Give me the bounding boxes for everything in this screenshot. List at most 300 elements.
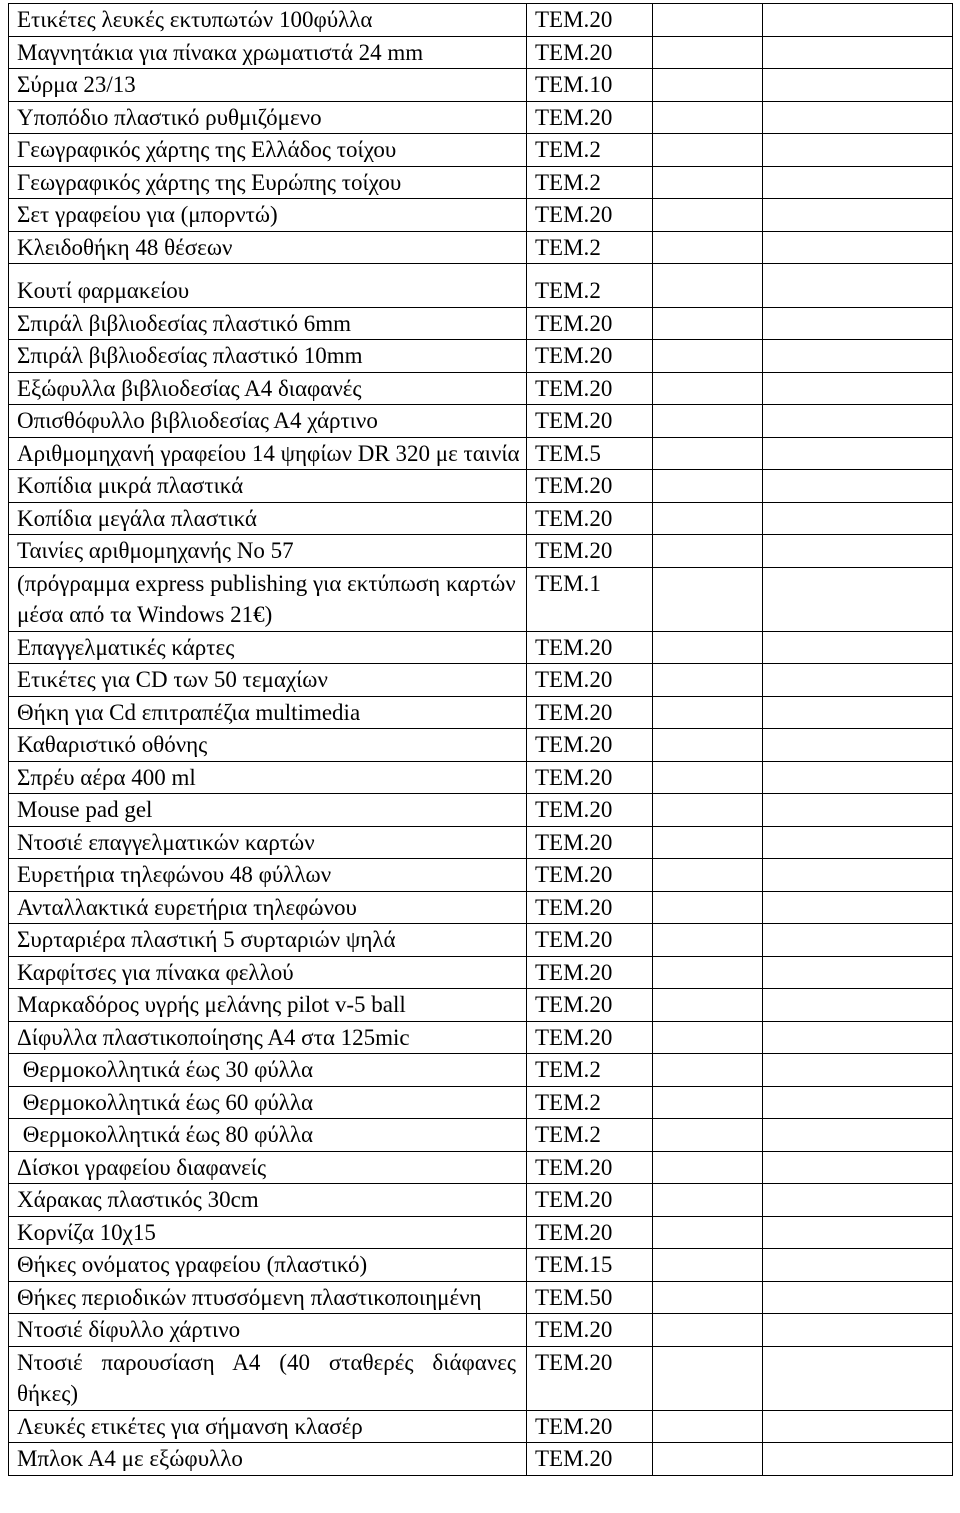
- item-unit: ΤΕΜ.: [535, 375, 590, 401]
- item-unit-qty: [527, 1410, 653, 1443]
- item-description: Κουτί φαρμακείου: [9, 264, 527, 308]
- item-unit: ΤΕΜ.: [535, 1219, 590, 1245]
- item-price-cell: [763, 631, 953, 664]
- item-unit: ΤΕΜ.: [535, 169, 590, 195]
- item-unit: ΤΕΜ.: [535, 104, 590, 130]
- item-empty-cell: [653, 1410, 763, 1443]
- item-price-cell: [763, 1021, 953, 1054]
- table-row: [9, 307, 953, 340]
- table-row: [9, 199, 953, 232]
- item-description: Συρταριέρα πλαστική 5 συρταριών ψηλά: [9, 924, 527, 957]
- item-price-cell: [763, 956, 953, 989]
- item-unit-qty: [527, 199, 653, 232]
- item-price-cell: [763, 502, 953, 535]
- item-quantity: 20: [589, 1317, 613, 1342]
- table-row: [9, 859, 953, 892]
- table-row: [9, 166, 953, 199]
- item-unit: ΤΕΜ.: [535, 440, 590, 466]
- item-unit: ΤΕΜ.: [535, 473, 590, 498]
- item-price-cell: [763, 924, 953, 957]
- item-empty-cell: [653, 1184, 763, 1217]
- item-unit-qty: [527, 307, 653, 340]
- item-price-cell: [763, 36, 953, 69]
- item-quantity: 20: [589, 1154, 613, 1180]
- item-unit: ΤΕΜ.: [535, 310, 590, 336]
- item-unit-qty: [527, 1249, 653, 1282]
- item-price-cell: [763, 1216, 953, 1249]
- item-empty-cell: [653, 101, 763, 134]
- item-price-cell: [763, 1086, 953, 1119]
- item-quantity: 20: [589, 310, 613, 336]
- item-empty-cell: [653, 134, 763, 167]
- item-unit-qty: [527, 891, 653, 924]
- items-table-body: [9, 4, 953, 1476]
- table-row: [9, 502, 953, 535]
- item-unit: ΤΕΜ.: [535, 39, 590, 65]
- table-row: [9, 372, 953, 405]
- item-description: Ετικέτες για CD των 50 τεμαχίων: [9, 664, 527, 697]
- item-unit-qty: [527, 4, 653, 37]
- item-unit: ΤΕΜ.: [535, 927, 590, 952]
- item-unit-qty: [527, 696, 653, 729]
- item-unit-qty: [527, 134, 653, 167]
- item-unit: ΤΕΜ.: [535, 634, 590, 660]
- item-quantity: 20: [589, 959, 613, 985]
- item-empty-cell: [653, 231, 763, 264]
- item-unit-qty: [527, 567, 653, 631]
- item-unit: ΤΕΜ.: [535, 1089, 590, 1115]
- item-empty-cell: [653, 891, 763, 924]
- item-description: Ανταλλακτικά ευρετήρια τηλεφώνου: [9, 891, 527, 924]
- item-description: Ντοσιέ παρουσίαση Α4 (40 σταθερές διάφανες θήκες): [9, 1346, 527, 1410]
- item-price-cell: [763, 729, 953, 762]
- item-empty-cell: [653, 567, 763, 631]
- item-quantity: 20: [589, 1187, 613, 1212]
- table-row: [9, 535, 953, 568]
- item-description: Ταινίες αριθμομηχανής Νο 57: [9, 535, 527, 568]
- table-row: [9, 567, 953, 631]
- item-empty-cell: [653, 405, 763, 438]
- item-quantity: 2: [589, 278, 601, 303]
- item-price-cell: [763, 535, 953, 568]
- item-quantity: 20: [589, 732, 613, 757]
- item-description: Θήκη για Cd επιτραπέζια multimedia: [9, 696, 527, 729]
- item-description: Ντοσιέ δίφυλλο χάρτινο: [9, 1314, 527, 1347]
- item-unit: ΤΕΜ.: [535, 1187, 590, 1212]
- item-empty-cell: [653, 69, 763, 102]
- item-unit: ΤΕΜ.: [535, 234, 590, 260]
- item-price-cell: [763, 69, 953, 102]
- item-description: Δίσκοι γραφείου διαφανείς: [9, 1151, 527, 1184]
- item-description: Θήκες περιοδικών πτυσσόμενη πλαστικοποιημένη: [9, 1281, 527, 1314]
- item-price-cell: [763, 761, 953, 794]
- item-empty-cell: [653, 340, 763, 373]
- item-price-cell: [763, 1151, 953, 1184]
- item-unit: ΤΕΜ.: [535, 732, 590, 757]
- item-unit: ΤΕΜ.: [535, 764, 590, 790]
- item-empty-cell: [653, 989, 763, 1022]
- item-unit-qty: [527, 1151, 653, 1184]
- item-price-cell: [763, 1346, 953, 1410]
- table-row: [9, 729, 953, 762]
- item-unit: ΤΕΜ.: [535, 894, 590, 920]
- item-unit: ΤΕΜ.: [535, 1413, 590, 1439]
- item-price-cell: [763, 696, 953, 729]
- item-quantity: 20: [589, 992, 613, 1017]
- item-quantity: 20: [589, 538, 613, 563]
- item-description: Σπρέυ αέρα 400 ml: [9, 761, 527, 794]
- item-unit-qty: [527, 989, 653, 1022]
- item-description: Λευκές ετικέτες για σήμανση κλασέρ: [9, 1410, 527, 1443]
- item-quantity: 20: [589, 1219, 613, 1245]
- item-description: Κοπίδια μικρά πλαστικά: [9, 470, 527, 503]
- item-quantity: 20: [589, 1446, 613, 1471]
- item-quantity: 10: [589, 72, 613, 97]
- item-unit-qty: [527, 664, 653, 697]
- item-description: Mouse pad gel: [9, 794, 527, 827]
- item-unit-qty: [527, 437, 653, 470]
- item-empty-cell: [653, 437, 763, 470]
- item-unit: ΤΕΜ.: [535, 829, 590, 855]
- item-unit-qty: [527, 1184, 653, 1217]
- item-price-cell: [763, 134, 953, 167]
- item-price-cell: [763, 1314, 953, 1347]
- table-row: [9, 1281, 953, 1314]
- item-quantity: 20: [589, 797, 613, 822]
- item-unit-qty: [527, 1281, 653, 1314]
- item-description: Χάρακας πλαστικός 30cm: [9, 1184, 527, 1217]
- item-price-cell: [763, 826, 953, 859]
- item-unit-qty: [527, 1346, 653, 1410]
- item-price-cell: [763, 859, 953, 892]
- item-price-cell: [763, 567, 953, 631]
- item-empty-cell: [653, 307, 763, 340]
- item-unit-qty: [527, 101, 653, 134]
- item-price-cell: [763, 1054, 953, 1087]
- item-unit-qty: [527, 372, 653, 405]
- item-empty-cell: [653, 696, 763, 729]
- item-description: Κοπίδια μεγάλα πλαστικά: [9, 502, 527, 535]
- item-price-cell: [763, 199, 953, 232]
- item-price-cell: [763, 340, 953, 373]
- item-unit: ΤΕΜ.: [535, 699, 590, 725]
- item-price-cell: [763, 470, 953, 503]
- item-description: Εξώφυλλα βιβλιοδεσίας Α4 διαφανές: [9, 372, 527, 405]
- item-empty-cell: [653, 826, 763, 859]
- item-description: Ντοσιέ επαγγελματικών καρτών: [9, 826, 527, 859]
- item-quantity: 20: [589, 104, 613, 130]
- items-table: [8, 3, 953, 1476]
- item-description: Θερμοκολλητικά έως 80 φύλλα: [9, 1119, 527, 1152]
- item-description: Σετ γραφείου για (μπορντώ): [9, 199, 527, 232]
- item-unit: ΤΕΜ.: [535, 408, 590, 433]
- item-quantity: 20: [589, 764, 613, 790]
- item-price-cell: [763, 405, 953, 438]
- item-description: Γεωγραφικός χάρτης της Ελλάδος τοίχου: [9, 134, 527, 167]
- item-description: Κορνίζα 10χ15: [9, 1216, 527, 1249]
- item-unit: ΤΕΜ.: [535, 959, 590, 985]
- item-empty-cell: [653, 1281, 763, 1314]
- item-description: Επαγγελματικές κάρτες: [9, 631, 527, 664]
- item-unit: ΤΕΜ.: [535, 797, 590, 822]
- item-unit: ΤΕΜ.: [535, 1446, 590, 1471]
- item-description: Θερμοκολλητικά έως 60 φύλλα: [9, 1086, 527, 1119]
- table-row: [9, 405, 953, 438]
- table-row: [9, 1346, 953, 1410]
- item-unit: ΤΕΜ.: [535, 137, 590, 162]
- item-quantity: 2: [589, 1089, 601, 1115]
- items-table-wrapper: [8, 3, 953, 1476]
- table-row: [9, 1184, 953, 1217]
- item-unit-qty: [527, 794, 653, 827]
- table-row: [9, 101, 953, 134]
- table-row: [9, 696, 953, 729]
- item-price-cell: [763, 166, 953, 199]
- item-unit: ΤΕΜ.: [535, 1122, 590, 1147]
- item-price-cell: [763, 437, 953, 470]
- item-unit-qty: [527, 340, 653, 373]
- item-unit-qty: [527, 166, 653, 199]
- item-quantity: 1: [589, 570, 601, 596]
- item-quantity: 20: [589, 1024, 613, 1050]
- item-unit: ΤΕΜ.: [535, 992, 590, 1017]
- item-description: Υποπόδιο πλαστικό ρυθμιζόμενο: [9, 101, 527, 134]
- item-unit: ΤΕΜ.: [535, 7, 590, 32]
- item-quantity: 20: [589, 894, 613, 920]
- item-unit: ΤΕΜ.: [535, 538, 590, 563]
- item-empty-cell: [653, 470, 763, 503]
- table-row: [9, 1119, 953, 1152]
- item-empty-cell: [653, 1249, 763, 1282]
- item-price-cell: [763, 989, 953, 1022]
- item-empty-cell: [653, 761, 763, 794]
- item-unit-qty: [527, 1119, 653, 1152]
- item-quantity: 20: [589, 1349, 613, 1375]
- item-price-cell: [763, 307, 953, 340]
- table-row: [9, 1314, 953, 1347]
- table-row: [9, 761, 953, 794]
- item-unit-qty: [527, 1443, 653, 1476]
- item-price-cell: [763, 4, 953, 37]
- item-unit: ΤΕΜ.: [535, 1284, 590, 1310]
- item-quantity: 2: [589, 1057, 601, 1082]
- item-empty-cell: [653, 1216, 763, 1249]
- item-empty-cell: [653, 1443, 763, 1476]
- item-description: Μαγνητάκια για πίνακα χρωματιστά 24 mm: [9, 36, 527, 69]
- item-price-cell: [763, 1119, 953, 1152]
- table-row: [9, 264, 953, 308]
- item-unit-qty: [527, 1054, 653, 1087]
- item-description: Μαρκαδόρος υγρής μελάνης pilot v-5 ball: [9, 989, 527, 1022]
- item-empty-cell: [653, 1054, 763, 1087]
- item-price-cell: [763, 794, 953, 827]
- item-unit-qty: [527, 1314, 653, 1347]
- item-empty-cell: [653, 664, 763, 697]
- table-row: [9, 1151, 953, 1184]
- item-description: Σπιράλ βιβλιοδεσίας πλαστικό 6mm: [9, 307, 527, 340]
- item-quantity: 20: [589, 375, 613, 401]
- table-row: [9, 1216, 953, 1249]
- item-price-cell: [763, 264, 953, 308]
- item-empty-cell: [653, 264, 763, 308]
- table-row: [9, 4, 953, 37]
- item-description: (πρόγραμμα express publishing για εκτύπωση καρτών μέσα από τα Windows 21€): [9, 567, 527, 631]
- item-empty-cell: [653, 729, 763, 762]
- table-row: [9, 989, 953, 1022]
- item-quantity: 20: [589, 408, 613, 433]
- item-unit: ΤΕΜ.: [535, 343, 590, 368]
- table-row: [9, 1086, 953, 1119]
- item-unit: ΤΕΜ.: [535, 1154, 590, 1180]
- item-unit-qty: [527, 69, 653, 102]
- item-quantity: 2: [589, 169, 601, 195]
- item-quantity: 5: [589, 440, 601, 466]
- item-empty-cell: [653, 1021, 763, 1054]
- item-description: Ετικέτες λευκές εκτυπωτών 100φύλλα: [9, 4, 527, 37]
- item-unit-qty: [527, 502, 653, 535]
- item-unit-qty: [527, 1216, 653, 1249]
- item-empty-cell: [653, 502, 763, 535]
- item-quantity: 2: [589, 234, 601, 260]
- item-empty-cell: [653, 924, 763, 957]
- item-unit: ΤΕΜ.: [535, 1317, 590, 1342]
- item-unit-qty: [527, 264, 653, 308]
- item-quantity: 20: [589, 1413, 613, 1439]
- item-unit-qty: [527, 1021, 653, 1054]
- table-row: [9, 231, 953, 264]
- item-quantity: 20: [589, 202, 613, 227]
- table-row: [9, 631, 953, 664]
- item-unit: ΤΕΜ.: [535, 570, 590, 596]
- item-unit: ΤΕΜ.: [535, 278, 590, 303]
- item-quantity: 20: [589, 862, 613, 887]
- item-price-cell: [763, 1281, 953, 1314]
- table-row: [9, 134, 953, 167]
- item-empty-cell: [653, 535, 763, 568]
- item-quantity: 20: [589, 473, 613, 498]
- item-price-cell: [763, 372, 953, 405]
- item-price-cell: [763, 1443, 953, 1476]
- item-empty-cell: [653, 1119, 763, 1152]
- item-price-cell: [763, 1410, 953, 1443]
- item-description: Δίφυλλα πλαστικοποίησης Α4 στα 125mic: [9, 1021, 527, 1054]
- item-quantity: 20: [589, 927, 613, 952]
- item-description: Κλειδοθήκη 48 θέσεων: [9, 231, 527, 264]
- item-empty-cell: [653, 36, 763, 69]
- item-unit-qty: [527, 1086, 653, 1119]
- item-empty-cell: [653, 794, 763, 827]
- item-description: Θήκες ονόματος γραφείου (πλαστικό): [9, 1249, 527, 1282]
- table-row: [9, 1054, 953, 1087]
- item-unit-qty: [527, 729, 653, 762]
- item-unit: ΤΕΜ.: [535, 1252, 590, 1277]
- item-description: Σύρμα 23/13: [9, 69, 527, 102]
- item-unit-qty: [527, 761, 653, 794]
- item-unit: ΤΕΜ.: [535, 202, 590, 227]
- table-row: [9, 1021, 953, 1054]
- table-row: [9, 664, 953, 697]
- item-unit: ΤΕΜ.: [535, 505, 590, 531]
- table-row: [9, 956, 953, 989]
- item-description: Ευρετήρια τηλεφώνου 48 φύλλων: [9, 859, 527, 892]
- item-description: Θερμοκολλητικά έως 30 φύλλα: [9, 1054, 527, 1087]
- table-row: [9, 437, 953, 470]
- item-unit-qty: [527, 535, 653, 568]
- item-unit: ΤΕΜ.: [535, 667, 590, 692]
- table-row: [9, 1443, 953, 1476]
- item-empty-cell: [653, 1151, 763, 1184]
- item-price-cell: [763, 1249, 953, 1282]
- item-unit-qty: [527, 470, 653, 503]
- table-row: [9, 340, 953, 373]
- item-unit-qty: [527, 956, 653, 989]
- item-unit: ΤΕΜ.: [535, 862, 590, 887]
- item-empty-cell: [653, 956, 763, 989]
- item-empty-cell: [653, 1086, 763, 1119]
- item-unit-qty: [527, 631, 653, 664]
- item-empty-cell: [653, 199, 763, 232]
- item-empty-cell: [653, 631, 763, 664]
- table-row: [9, 794, 953, 827]
- table-row: [9, 826, 953, 859]
- item-description: Καρφίτσες για πίνακα φελλού: [9, 956, 527, 989]
- item-quantity: 20: [589, 343, 613, 368]
- item-empty-cell: [653, 1314, 763, 1347]
- item-unit: ΤΕΜ.: [535, 1349, 590, 1375]
- item-quantity: 15: [589, 1252, 613, 1277]
- item-unit-qty: [527, 36, 653, 69]
- item-empty-cell: [653, 859, 763, 892]
- item-unit-qty: [527, 405, 653, 438]
- table-row: [9, 924, 953, 957]
- table-row: [9, 891, 953, 924]
- item-quantity: 50: [589, 1284, 613, 1310]
- item-unit: ΤΕΜ.: [535, 72, 590, 97]
- item-unit-qty: [527, 826, 653, 859]
- item-description: Σπιράλ βιβλιοδεσίας πλαστικό 10mm: [9, 340, 527, 373]
- item-price-cell: [763, 231, 953, 264]
- table-row: [9, 69, 953, 102]
- item-empty-cell: [653, 372, 763, 405]
- item-quantity: 20: [589, 634, 613, 660]
- item-quantity: 20: [589, 699, 613, 725]
- table-row: [9, 1410, 953, 1443]
- item-empty-cell: [653, 4, 763, 37]
- item-price-cell: [763, 664, 953, 697]
- table-row: [9, 1249, 953, 1282]
- item-empty-cell: [653, 1346, 763, 1410]
- item-unit: ΤΕΜ.: [535, 1024, 590, 1050]
- item-description: Αριθμομηχανή γραφείου 14 ψηφίων DR 320 με ταινία: [9, 437, 527, 470]
- item-unit-qty: [527, 859, 653, 892]
- item-description: Γεωγραφικός χάρτης της Ευρώπης τοίχου: [9, 166, 527, 199]
- item-quantity: 20: [589, 7, 613, 32]
- item-quantity: 2: [589, 1122, 601, 1147]
- item-empty-cell: [653, 166, 763, 199]
- item-quantity: 2: [589, 137, 601, 162]
- item-quantity: 20: [589, 667, 613, 692]
- item-description: Καθαριστικό οθόνης: [9, 729, 527, 762]
- item-quantity: 20: [589, 829, 613, 855]
- item-price-cell: [763, 101, 953, 134]
- item-unit-qty: [527, 924, 653, 957]
- item-description: Οπισθόφυλλο βιβλιοδεσίας Α4 χάρτινο: [9, 405, 527, 438]
- item-description: Μπλοκ Α4 με εξώφυλλο: [9, 1443, 527, 1476]
- item-quantity: 20: [589, 505, 613, 531]
- item-price-cell: [763, 1184, 953, 1217]
- item-unit-qty: [527, 231, 653, 264]
- item-price-cell: [763, 891, 953, 924]
